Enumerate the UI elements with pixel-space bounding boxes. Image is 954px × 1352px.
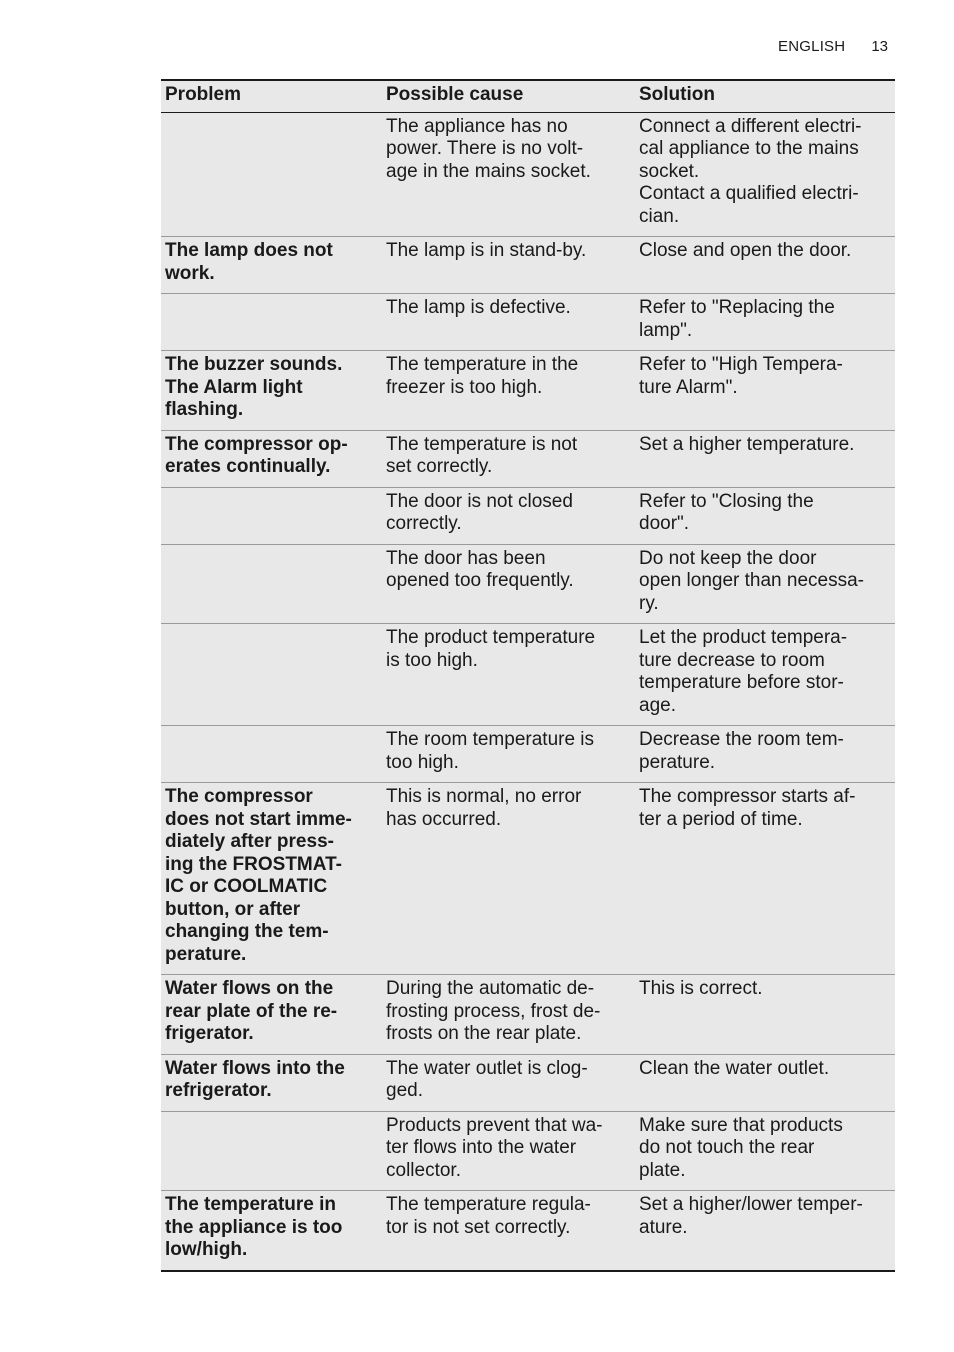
solution-cell: Refer to "Closing the door".: [633, 487, 895, 544]
solution-cell: The compressor starts af- ter a period of time.: [633, 783, 895, 975]
table-row: [161, 487, 895, 544]
table-row: [161, 1111, 895, 1191]
table-row: [161, 726, 895, 783]
cause-cell: The temperature is not set correctly.: [380, 430, 633, 487]
solution-cell: Clean the water outlet.: [633, 1054, 895, 1111]
cause-cell: The door has been opened too frequently.: [380, 544, 633, 624]
problem-cell: The buzzer sounds. The Alarm light flashing.: [161, 351, 380, 431]
cause-cell: This is normal, no error has occurred.: [380, 783, 633, 975]
solution-cell: Connect a different electri- cal appliance to the mains socket. Contact a qualified electri- cian.: [639, 115, 862, 227]
cause-cell: The temperature regula- tor is not set correctly.: [380, 1191, 633, 1271]
solution-cell: Set a higher/lower temper- ature.: [633, 1191, 895, 1271]
cause-cell: The water outlet is clog- ged.: [380, 1054, 633, 1111]
column-header-cause: Possible cause: [380, 80, 633, 112]
table-row: [161, 624, 895, 726]
table-row: [161, 237, 895, 294]
page-header: [778, 38, 888, 55]
troubleshooting-table: [161, 79, 895, 1272]
table-body: [161, 112, 895, 1271]
problem-cell: [161, 112, 380, 237]
solution-cell: Let the product tempera- ture decrease to room temperature before stor- age.: [633, 624, 895, 726]
solution-cell: Set a higher temperature.: [633, 430, 895, 487]
table-row: [161, 544, 895, 624]
solution-cell: Make sure that products do not touch the rear plate.: [633, 1111, 895, 1191]
cause-cell: The lamp is defective.: [380, 294, 633, 351]
problem-cell: The compressor does not start imme- diately after press- ing the FROSTMAT- IC or COOLMATIC button, or after changing the tem- perature.: [161, 783, 380, 975]
solution-cell: Refer to "Replacing the lamp".: [633, 294, 895, 351]
problem-cell: Water flows into the refrigerator.: [161, 1054, 380, 1111]
cause-cell: Products prevent that wa- ter flows into the water collector.: [380, 1111, 633, 1191]
cause-cell: The lamp is in stand-by.: [380, 237, 633, 294]
solution-cell: Refer to "High Tempera- ture Alarm".: [633, 351, 895, 431]
table-row: [161, 351, 895, 431]
solution-cell: Decrease the room tem- perature.: [633, 726, 895, 783]
problem-cell: The temperature in the appliance is too low/high.: [161, 1191, 380, 1271]
problem-cell: [161, 1111, 380, 1191]
cause-cell: The temperature in the freezer is too high.: [380, 351, 633, 431]
problem-cell: Water flows on the rear plate of the re- frigerator.: [161, 975, 380, 1055]
problem-cell: [161, 624, 380, 726]
troubleshooting-table-container: [161, 79, 895, 1272]
cause-cell: The product temperature is too high.: [380, 624, 633, 726]
page-number: 13: [871, 38, 888, 55]
problem-cell: [161, 544, 380, 624]
column-header-problem: Problem: [161, 80, 380, 112]
cause-cell: During the automatic de- frosting process, frost de- frosts on the rear plate.: [380, 975, 633, 1055]
table-row: [161, 783, 895, 975]
problem-cell: [161, 487, 380, 544]
page-language: ENGLISH: [778, 38, 846, 55]
problem-cell: The lamp does not work.: [161, 237, 380, 294]
cause-cell: The door is not closed correctly.: [380, 487, 633, 544]
table-header-row: [161, 80, 895, 112]
table-row: [161, 975, 895, 1055]
problem-cell: The compressor op- erates continually.: [161, 430, 380, 487]
table-row: [161, 294, 895, 351]
problem-cell: [161, 294, 380, 351]
table-row: [161, 430, 895, 487]
problem-cell: [161, 726, 380, 783]
table-row: [161, 1054, 895, 1111]
cause-cell: The appliance has no power. There is no volt- age in the mains socket.: [386, 115, 591, 182]
table-row: [161, 1191, 895, 1271]
table-row: [161, 112, 895, 237]
column-header-solution: Solution: [633, 80, 895, 112]
solution-cell: This is correct.: [633, 975, 895, 1055]
cause-cell: The room temperature is too high.: [380, 726, 633, 783]
solution-cell: Do not keep the door open longer than necessa- ry.: [633, 544, 895, 624]
solution-cell: Close and open the door.: [633, 237, 895, 294]
